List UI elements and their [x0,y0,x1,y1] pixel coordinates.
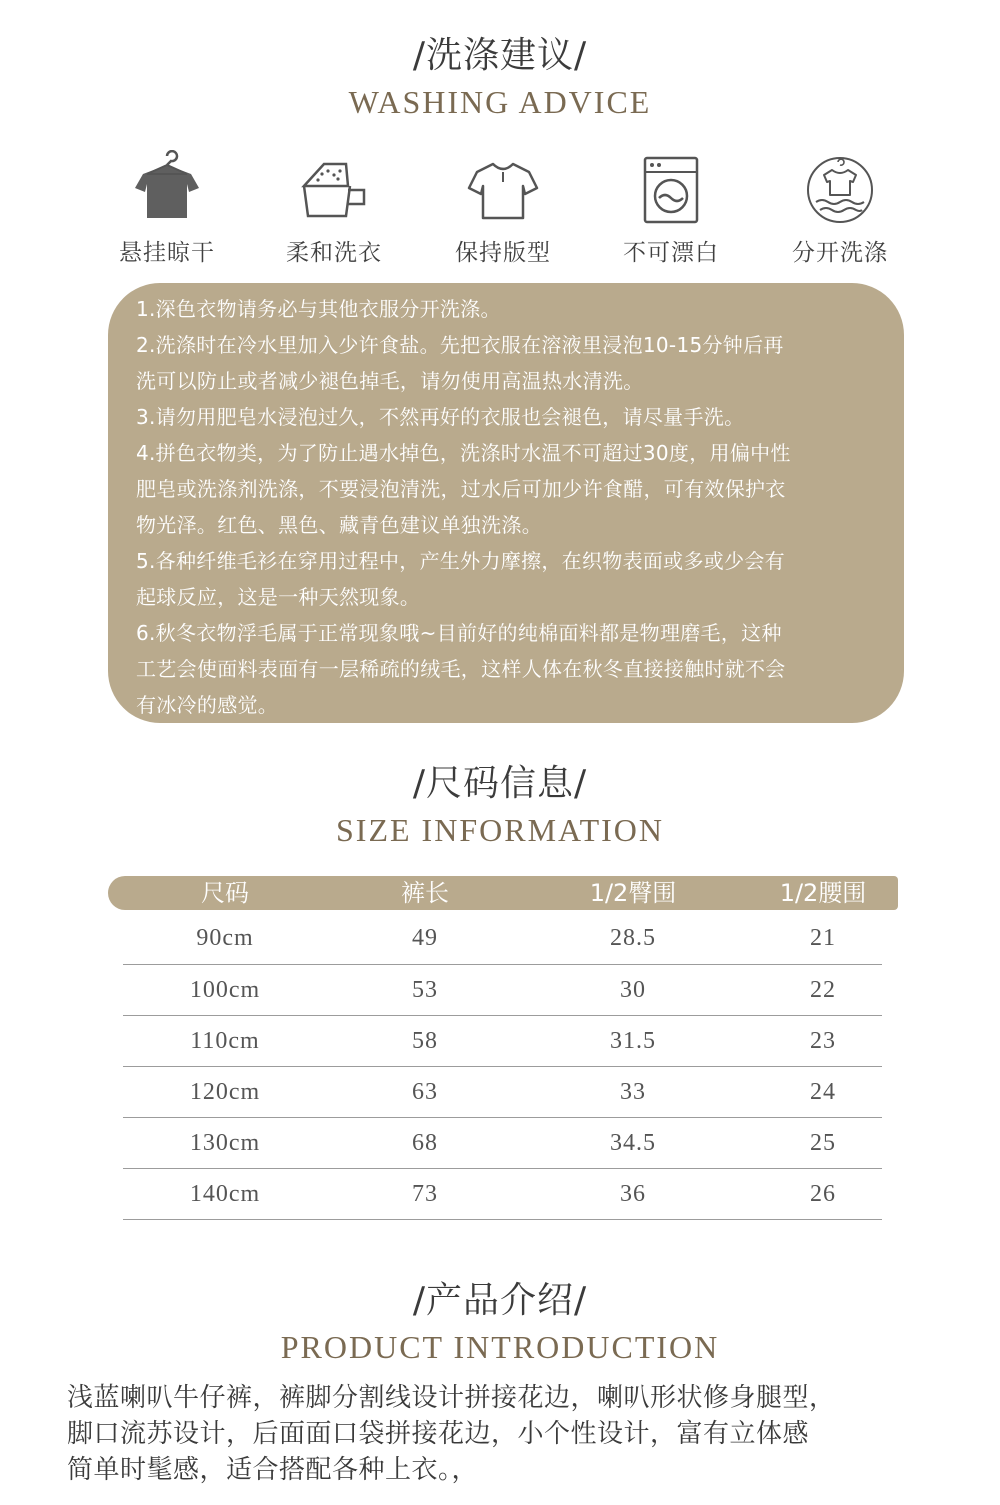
table-cell: 22 [810,977,836,1003]
header-size: 尺码 [201,879,249,907]
table-cell: 100cm [189,977,261,1003]
icon-item-gentle-wash [259,150,409,267]
washing-machine-icon [631,150,711,230]
table-cell: 28.5 [610,925,656,951]
washing-icons-row [0,150,1000,270]
product-description [67,1380,947,1488]
washing-header [0,34,1000,122]
table-row [123,1016,882,1067]
icon-label: 保持版型 [455,240,551,266]
icon-label: 柔和洗衣 [286,240,382,266]
table-cell: 30 [620,977,646,1003]
product-title-cn: /产品介绍/ [412,1280,588,1321]
table-cell: 53 [412,977,438,1003]
table-cell: 49 [412,925,438,951]
advice-line: 5.各种纤维毛衫在穿用过程中，产生外力摩擦，在织物表面或多或少会有 [136,549,785,573]
table-cell: 68 [412,1130,438,1156]
table-cell: 34.5 [610,1130,656,1156]
size-title-cn: /尺码信息/ [412,763,588,804]
product-line: 简单时髦感，适合搭配各种上衣。， [67,1455,479,1485]
advice-line: 3.请勿用肥皂水浸泡过久，不然再好的衣服也会褪色，请尽量手洗。 [136,405,745,429]
table-cell: 90cm [196,925,254,951]
table-row [123,1067,882,1118]
header-length: 裤长 [401,879,449,907]
advice-line: 物光泽。红色、黑色、藏青色建议单独洗涤。 [136,513,542,537]
table-cell: 21 [810,925,836,951]
size-title-en: SIZE INFORMATION [336,812,664,848]
washing-title-cn: /洗涤建议/ [412,35,588,76]
table-cell: 140cm [189,1181,261,1207]
table-cell: 33 [620,1079,646,1105]
advice-line: 肥皂或洗涤剂洗涤，不要浸泡清洗，过水后可加少许食醋，可有效保护衣 [136,477,786,501]
table-cell: 31.5 [610,1028,656,1054]
advice-line: 4.拼色衣物类，为了防止遇水掉色，洗涤时水温不可超过30度，用偏中性 [136,441,791,465]
advice-line: 2.洗涤时在冷水里加入少许食盐。先把衣服在溶液里浸泡10-15分钟后再 [136,333,784,357]
size-table [108,876,898,1220]
advice-line: 起球反应，这是一种天然现象。 [136,585,421,609]
table-row [123,965,882,1016]
table-cell: 23 [810,1028,836,1054]
washing-title-en: WASHING ADVICE [348,84,652,120]
table-cell: 130cm [189,1130,261,1156]
table-cell: 120cm [189,1079,261,1105]
advice-line: 工艺会使面料表面有一层稀疏的绒毛，这样人体在秋冬直接接触时就不会 [136,657,786,681]
advice-line: 6.秋冬衣物浮毛属于正常现象哦~目前好的纯棉面料都是物理磨毛，这种 [136,621,782,645]
product-header [0,1279,1000,1367]
icon-item-hang-dry [92,150,242,267]
header-waist: 1/2腰围 [779,879,867,907]
advice-line: 洗可以防止或者减少褪色掉毛，请勿使用高温热水清洗。 [136,369,644,393]
advice-line: 1.深色衣物请务必与其他衣服分开洗涤。 [136,297,501,321]
table-cell: 25 [810,1130,836,1156]
icon-label: 不可漂白 [623,240,719,266]
icon-item-no-bleach [596,150,746,267]
icon-label: 分开洗涤 [792,240,888,266]
table-cell: 58 [412,1028,438,1054]
table-cell: 26 [810,1181,836,1207]
product-title-en: PRODUCT INTRODUCTION [280,1329,720,1365]
icon-item-separate-wash [765,150,915,267]
hanging-shirt-icon [127,150,207,230]
icon-label: 悬挂晾干 [119,240,215,266]
header-hip: 1/2臀围 [589,879,677,907]
table-cell: 63 [412,1079,438,1105]
product-line: 浅蓝喇叭牛仔裤，裤脚分割线设计拼接花边，喇叭形状修身腿型， [67,1383,836,1413]
gentle-wash-icon [294,150,374,230]
size-table-header [108,876,898,910]
advice-line: 有冰冷的感觉。 [136,693,279,717]
icon-item-keep-shape [428,150,578,267]
table-row [123,1169,882,1220]
table-row [123,1118,882,1169]
table-cell: 73 [412,1181,438,1207]
table-cell: 24 [810,1079,836,1105]
shirt-shape-icon [463,150,543,230]
table-cell: 110cm [190,1028,260,1054]
size-table-body [108,910,898,1220]
table-cell: 36 [620,1181,646,1207]
size-header [0,762,1000,850]
separate-wash-icon [800,150,880,230]
washing-advice-panel [108,283,904,723]
table-row [123,910,882,965]
product-line: 脚口流苏设计，后面面口袋拼接花边，小个性设计，富有立体感 [67,1419,810,1449]
